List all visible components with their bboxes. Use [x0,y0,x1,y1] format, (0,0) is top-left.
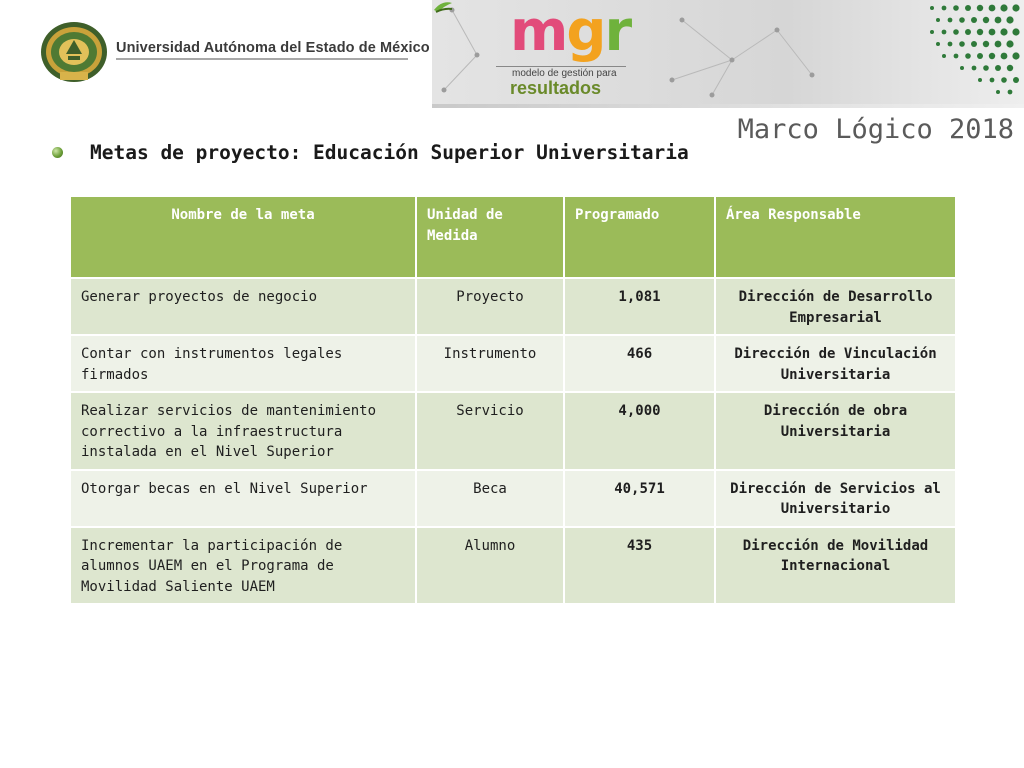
mgr-tagline: resultados [510,78,602,98]
cell-meta: Incrementar la participación de alumnos UAEM en el Programa de Movilidad Saliente UAEM [70,527,416,605]
mgr-banner [432,0,1024,106]
cell-programado: 435 [564,527,715,605]
table-header-row [70,196,956,278]
cell-programado: 1,081 [564,278,715,335]
column-header-programado: Programado [564,196,715,278]
cell-area: Dirección de Servicios al Universitario [715,470,956,527]
corner-title: Marco Lógico 2018 [737,114,1014,145]
table-row [70,392,956,470]
cell-area: Dirección de Desarrollo Empresarial [715,278,956,335]
slide-heading: Metas de proyecto: Educación Superior Universitaria [90,141,689,164]
column-header-meta: Nombre de la meta [70,196,416,278]
cell-area: Dirección de obra Universitaria [715,392,956,470]
cell-meta: Generar proyectos de negocio [70,278,416,335]
cell-area: Dirección de Vinculación Universitaria [715,335,956,392]
header-rule [432,104,1024,108]
name-underline [116,58,408,60]
banner-divider [496,66,626,67]
table-row [70,470,956,527]
cell-meta: Contar con instrumentos legales firmados [70,335,416,392]
table-row [70,335,956,392]
cell-programado: 40,571 [564,470,715,527]
table-row [70,527,956,605]
cell-unidad: Proyecto [416,278,564,335]
cell-meta: Realizar servicios de mantenimiento correctivo a la infraestructura instalada en el Nivel Superior [70,392,416,470]
leaf-swoosh-icon [432,0,454,14]
mgr-logo: mgr [510,0,631,64]
cell-programado: 466 [564,335,715,392]
university-seal-icon [40,20,108,84]
bullet-icon [52,147,63,158]
column-header-unidad: Unidad de Medida [416,196,564,278]
cell-programado: 4,000 [564,392,715,470]
goals-table [69,195,955,605]
table-row [70,278,956,335]
column-header-area: Área Responsable [715,196,956,278]
slide-header [0,0,1024,110]
cell-unidad: Instrumento [416,335,564,392]
cell-unidad: Servicio [416,392,564,470]
cell-unidad: Beca [416,470,564,527]
cell-meta: Otorgar becas en el Nivel Superior [70,470,416,527]
university-name: Universidad Autónoma del Estado de México [116,40,430,56]
cell-area: Dirección de Movilidad Internacional [715,527,956,605]
mgr-subtitle: modelo de gestión para [512,68,617,79]
cell-unidad: Alumno [416,527,564,605]
